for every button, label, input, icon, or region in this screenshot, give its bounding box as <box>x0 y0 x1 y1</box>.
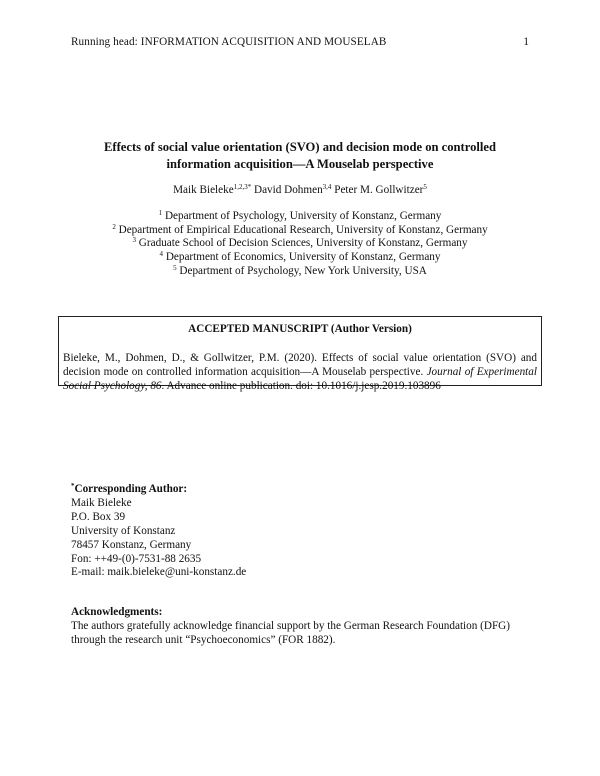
affiliation-sup: 3 <box>132 236 136 245</box>
corresponding-author-label <box>71 483 246 497</box>
title-line-1: Effects of social value orientation (SVO) and decision mode on controlled <box>103 140 496 154</box>
citation-authors-title: Bieleke, M., Dohmen, D., & Gollwitzer, P.M. (2020). Effects of social value orientation (SVO) and decision mode on controlled information acquisition—A Mouselab perspective. <box>63 352 537 378</box>
author-name: Maik Bieleke <box>173 184 234 196</box>
affiliation-sup: 2 <box>112 222 116 231</box>
affiliation-line <box>60 265 540 279</box>
author-affil-sup: 5 <box>423 183 427 191</box>
citation-volume: 86 <box>150 380 162 392</box>
acknowledgments-block <box>71 606 531 648</box>
citation-text <box>63 351 537 393</box>
citation-separator: , <box>144 380 151 392</box>
corresponding-label-text: Corresponding Author: <box>74 483 188 495</box>
page-number: 1 <box>523 36 529 48</box>
affiliation-line <box>60 210 540 224</box>
corresponding-author-block <box>71 483 246 580</box>
affiliation-text: Department of Economics, University of Konstanz, Germany <box>165 251 441 264</box>
paper-title <box>60 139 540 172</box>
affiliation-line <box>60 237 540 251</box>
title-line-2: information acquisition—A Mouselab perspective <box>166 156 434 171</box>
contact-university: University of Konstanz <box>71 524 176 537</box>
citation-journal: Journal of Experimental Social Psychology <box>63 366 537 392</box>
author-affil-sup: 3,4 <box>322 183 332 191</box>
author-list <box>60 183 540 197</box>
affiliation-list <box>60 210 540 279</box>
acknowledgments-text: The authors gratefully acknowledge financial support by the German Research Foundation (DFG) through the research unit “Psychoeconomics” (FOR 1882). <box>71 619 510 646</box>
running-head: Running head: INFORMATION ACQUISITION AND MOUSELAB <box>71 36 387 48</box>
accepted-manuscript-box <box>58 316 542 392</box>
contact-phone: Fon: ++49-(0)-7531-88 2635 <box>71 552 202 565</box>
affiliation-sup: 5 <box>173 263 177 272</box>
contact-name: Maik Bieleke <box>71 496 132 509</box>
citation-doi: . Advance online publication. doi: 10.1016/j.jesp.2019.103896 <box>161 380 441 392</box>
corresponding-sup: * <box>71 482 75 490</box>
acknowledgments-label: Acknowledgments: <box>71 606 163 618</box>
author-name: David Dohmen <box>254 184 323 196</box>
affiliation-text: Department of Psychology, New York University, USA <box>179 264 427 277</box>
manuscript-box-heading: ACCEPTED MANUSCRIPT (Author Version) <box>188 323 412 335</box>
affiliation-sup: 4 <box>159 250 164 259</box>
contact-email: E-mail: maik.bieleke@uni-konstanz.de <box>71 566 247 579</box>
affiliation-text: Graduate School of Decision Sciences, University of Konstanz, Germany <box>138 237 468 250</box>
author-name: Peter M. Gollwitzer <box>334 184 424 196</box>
affiliation-line <box>60 251 540 265</box>
affiliation-text: Department of Empirical Educational Research, University of Konstanz, Germany <box>118 223 488 236</box>
contact-po-box: P.O. Box 39 <box>71 510 126 523</box>
author-affil-sup: 1,2,3* <box>233 183 252 191</box>
contact-city: 78457 Konstanz, Germany <box>71 538 192 551</box>
affiliation-text: Department of Psychology, University of Konstanz, Germany <box>164 210 442 222</box>
affiliation-line <box>60 224 540 238</box>
affiliation-sup: 1 <box>158 209 163 217</box>
